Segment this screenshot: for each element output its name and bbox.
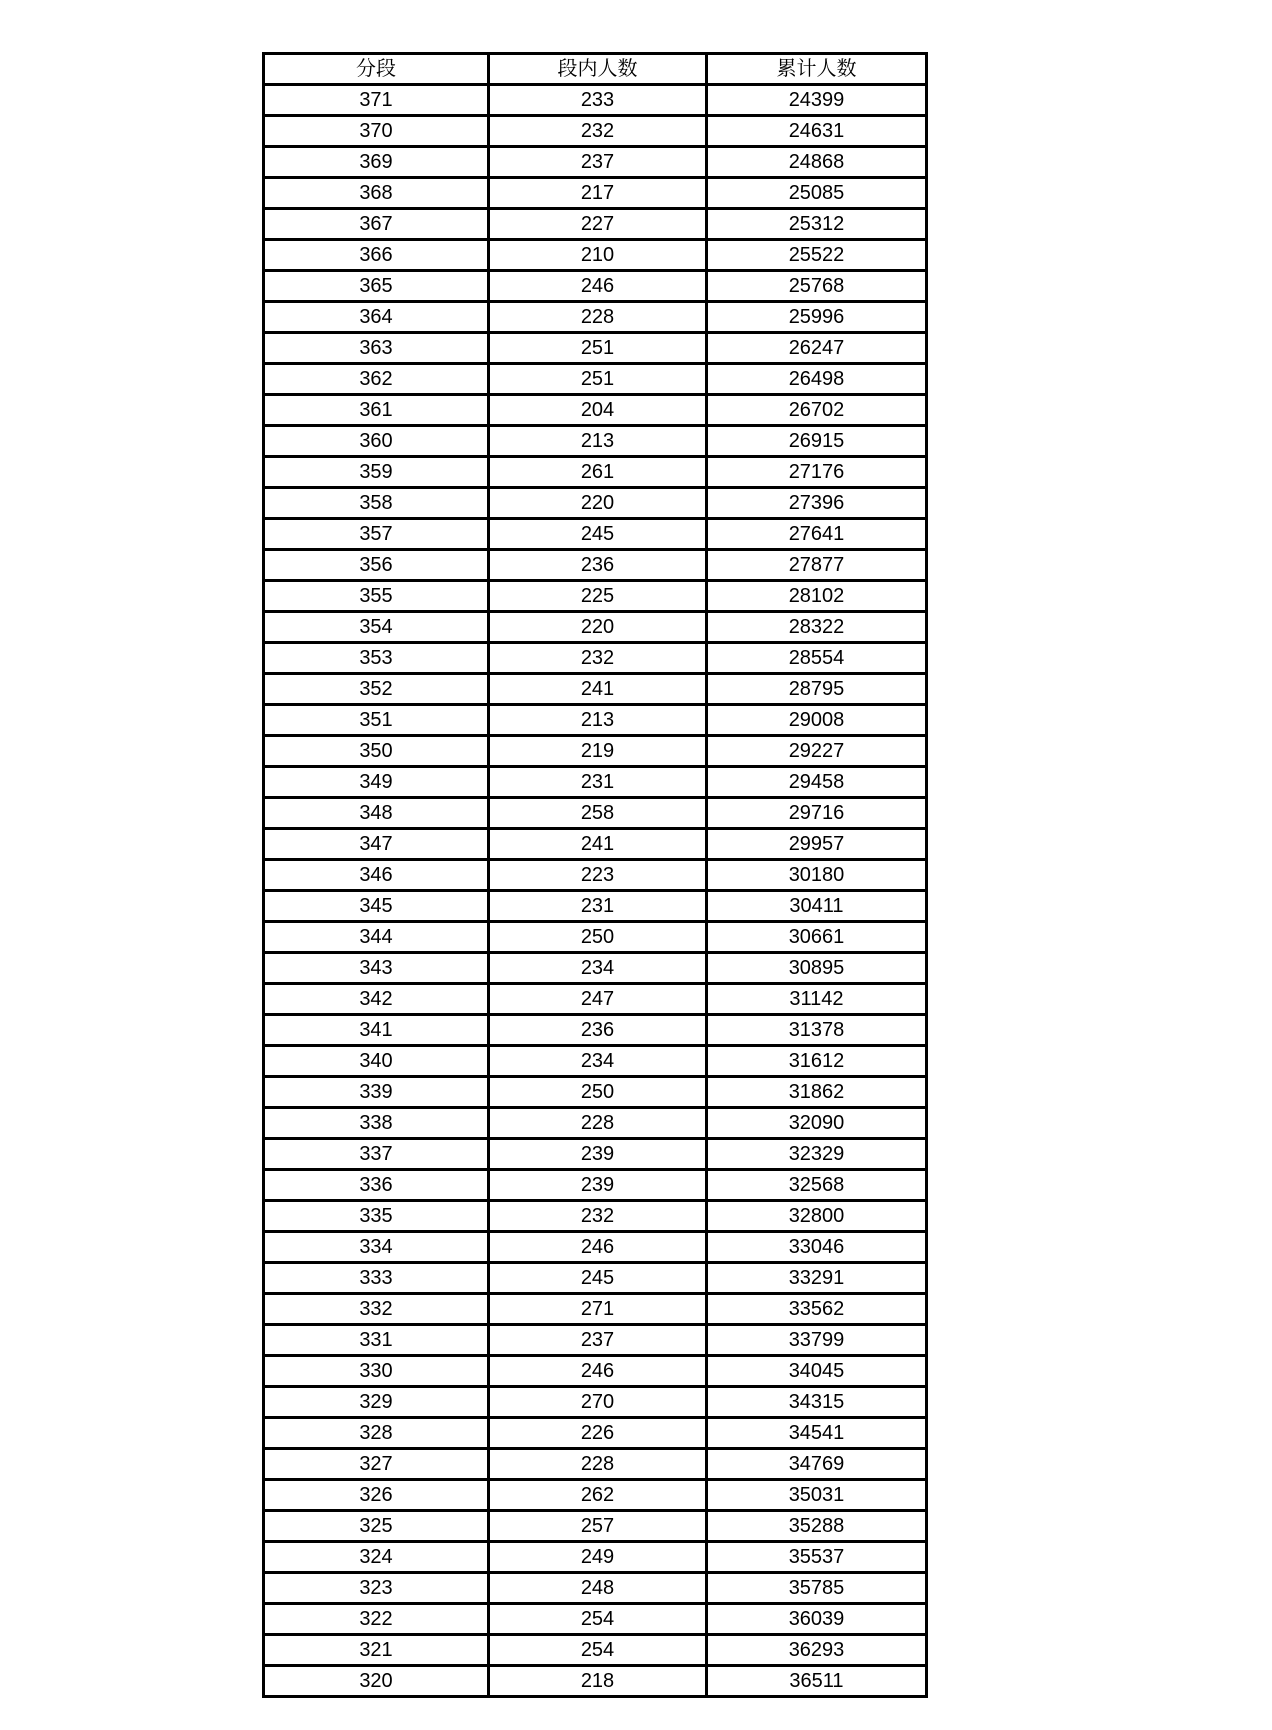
score-segment-cell: 355 [264, 581, 489, 612]
table-body [264, 85, 927, 1697]
score-segment-cell: 335 [264, 1201, 489, 1232]
table-row [264, 147, 927, 178]
segment-count-cell: 247 [489, 984, 707, 1015]
table-row [264, 860, 927, 891]
segment-count-cell: 251 [489, 333, 707, 364]
cumulative-count-cell: 24399 [707, 85, 927, 116]
score-segment-cell: 325 [264, 1511, 489, 1542]
cumulative-count-cell: 32090 [707, 1108, 927, 1139]
segment-count-cell: 245 [489, 1263, 707, 1294]
segment-count-cell: 204 [489, 395, 707, 426]
score-segment-cell: 349 [264, 767, 489, 798]
score-segment-cell: 351 [264, 705, 489, 736]
header-segment-count: 段内人数 [489, 54, 707, 85]
cumulative-count-cell: 29227 [707, 736, 927, 767]
score-segment-cell: 347 [264, 829, 489, 860]
segment-count-cell: 249 [489, 1542, 707, 1573]
table-row [264, 1666, 927, 1697]
table-row [264, 519, 927, 550]
segment-count-cell: 241 [489, 674, 707, 705]
score-segment-cell: 326 [264, 1480, 489, 1511]
score-segment-cell: 365 [264, 271, 489, 302]
cumulative-count-cell: 30661 [707, 922, 927, 953]
score-segment-cell: 324 [264, 1542, 489, 1573]
table-row [264, 798, 927, 829]
segment-count-cell: 213 [489, 426, 707, 457]
score-segment-cell: 358 [264, 488, 489, 519]
score-segment-cell: 331 [264, 1325, 489, 1356]
score-segment-cell: 369 [264, 147, 489, 178]
score-segment-cell: 370 [264, 116, 489, 147]
cumulative-count-cell: 24631 [707, 116, 927, 147]
cumulative-count-cell: 25312 [707, 209, 927, 240]
score-segment-cell: 367 [264, 209, 489, 240]
segment-count-cell: 210 [489, 240, 707, 271]
cumulative-count-cell: 32568 [707, 1170, 927, 1201]
segment-count-cell: 254 [489, 1604, 707, 1635]
segment-count-cell: 228 [489, 302, 707, 333]
segment-count-cell: 261 [489, 457, 707, 488]
segment-count-cell: 234 [489, 1046, 707, 1077]
table-row [264, 1201, 927, 1232]
cumulative-count-cell: 34315 [707, 1387, 927, 1418]
score-distribution-table [262, 52, 928, 1698]
cumulative-count-cell: 25522 [707, 240, 927, 271]
table-row [264, 333, 927, 364]
cumulative-count-cell: 26247 [707, 333, 927, 364]
segment-count-cell: 217 [489, 178, 707, 209]
cumulative-count-cell: 31142 [707, 984, 927, 1015]
table-row [264, 457, 927, 488]
score-segment-cell: 330 [264, 1356, 489, 1387]
score-segment-cell: 329 [264, 1387, 489, 1418]
table-row [264, 1604, 927, 1635]
table-row [264, 1046, 927, 1077]
table-row [264, 1170, 927, 1201]
table-row [264, 953, 927, 984]
cumulative-count-cell: 35031 [707, 1480, 927, 1511]
table-row [264, 674, 927, 705]
segment-count-cell: 228 [489, 1108, 707, 1139]
segment-count-cell: 270 [489, 1387, 707, 1418]
cumulative-count-cell: 27641 [707, 519, 927, 550]
score-segment-cell: 322 [264, 1604, 489, 1635]
header-row [264, 54, 927, 85]
segment-count-cell: 271 [489, 1294, 707, 1325]
cumulative-count-cell: 35288 [707, 1511, 927, 1542]
score-segment-cell: 345 [264, 891, 489, 922]
cumulative-count-cell: 28795 [707, 674, 927, 705]
table-row [264, 1263, 927, 1294]
cumulative-count-cell: 34541 [707, 1418, 927, 1449]
segment-count-cell: 237 [489, 1325, 707, 1356]
score-segment-cell: 343 [264, 953, 489, 984]
cumulative-count-cell: 32800 [707, 1201, 927, 1232]
table-row [264, 1015, 927, 1046]
segment-count-cell: 236 [489, 550, 707, 581]
table-row [264, 1511, 927, 1542]
cumulative-count-cell: 29008 [707, 705, 927, 736]
segment-count-cell: 232 [489, 116, 707, 147]
segment-count-cell: 232 [489, 1201, 707, 1232]
cumulative-count-cell: 29458 [707, 767, 927, 798]
score-segment-cell: 356 [264, 550, 489, 581]
segment-count-cell: 232 [489, 643, 707, 674]
table-row [264, 488, 927, 519]
score-segment-cell: 359 [264, 457, 489, 488]
table-row [264, 705, 927, 736]
cumulative-count-cell: 30180 [707, 860, 927, 891]
table-row [264, 1480, 927, 1511]
score-segment-cell: 341 [264, 1015, 489, 1046]
cumulative-count-cell: 29957 [707, 829, 927, 860]
cumulative-count-cell: 34769 [707, 1449, 927, 1480]
cumulative-count-cell: 33046 [707, 1232, 927, 1263]
segment-count-cell: 251 [489, 364, 707, 395]
cumulative-count-cell: 24868 [707, 147, 927, 178]
score-segment-cell: 346 [264, 860, 489, 891]
segment-count-cell: 223 [489, 860, 707, 891]
score-segment-cell: 321 [264, 1635, 489, 1666]
segment-count-cell: 218 [489, 1666, 707, 1697]
segment-count-cell: 225 [489, 581, 707, 612]
table-row [264, 178, 927, 209]
segment-count-cell: 234 [489, 953, 707, 984]
cumulative-count-cell: 27396 [707, 488, 927, 519]
cumulative-count-cell: 25085 [707, 178, 927, 209]
table-row [264, 302, 927, 333]
segment-count-cell: 258 [489, 798, 707, 829]
score-segment-cell: 342 [264, 984, 489, 1015]
table-row [264, 1542, 927, 1573]
score-segment-cell: 333 [264, 1263, 489, 1294]
table-row [264, 1294, 927, 1325]
score-segment-cell: 336 [264, 1170, 489, 1201]
score-segment-cell: 334 [264, 1232, 489, 1263]
cumulative-count-cell: 27877 [707, 550, 927, 581]
table-row [264, 271, 927, 302]
cumulative-count-cell: 28102 [707, 581, 927, 612]
table-row [264, 550, 927, 581]
cumulative-count-cell: 36511 [707, 1666, 927, 1697]
score-segment-cell: 327 [264, 1449, 489, 1480]
cumulative-count-cell: 25996 [707, 302, 927, 333]
cumulative-count-cell: 26915 [707, 426, 927, 457]
segment-count-cell: 220 [489, 488, 707, 519]
cumulative-count-cell: 31612 [707, 1046, 927, 1077]
cumulative-count-cell: 36039 [707, 1604, 927, 1635]
table-row [264, 736, 927, 767]
score-segment-cell: 328 [264, 1418, 489, 1449]
table-row [264, 643, 927, 674]
segment-count-cell: 237 [489, 147, 707, 178]
table-row [264, 85, 927, 116]
segment-count-cell: 233 [489, 85, 707, 116]
segment-count-cell: 239 [489, 1139, 707, 1170]
table-row [264, 1108, 927, 1139]
cumulative-count-cell: 35785 [707, 1573, 927, 1604]
table-row [264, 581, 927, 612]
table-row [264, 1635, 927, 1666]
score-segment-cell: 340 [264, 1046, 489, 1077]
table-row [264, 984, 927, 1015]
score-segment-cell: 338 [264, 1108, 489, 1139]
table-row [264, 829, 927, 860]
table-row [264, 922, 927, 953]
cumulative-count-cell: 32329 [707, 1139, 927, 1170]
cumulative-count-cell: 28322 [707, 612, 927, 643]
score-segment-cell: 348 [264, 798, 489, 829]
table-row [264, 395, 927, 426]
table-row [264, 891, 927, 922]
score-segment-cell: 363 [264, 333, 489, 364]
segment-count-cell: 257 [489, 1511, 707, 1542]
table-row [264, 1325, 927, 1356]
score-segment-cell: 360 [264, 426, 489, 457]
table-header [264, 54, 927, 85]
segment-count-cell: 236 [489, 1015, 707, 1046]
score-segment-cell: 323 [264, 1573, 489, 1604]
segment-count-cell: 228 [489, 1449, 707, 1480]
table-row [264, 1449, 927, 1480]
score-segment-cell: 352 [264, 674, 489, 705]
table-row [264, 1418, 927, 1449]
cumulative-count-cell: 27176 [707, 457, 927, 488]
score-segment-cell: 320 [264, 1666, 489, 1697]
score-segment-cell: 361 [264, 395, 489, 426]
score-segment-cell: 332 [264, 1294, 489, 1325]
segment-count-cell: 231 [489, 891, 707, 922]
segment-count-cell: 213 [489, 705, 707, 736]
segment-count-cell: 246 [489, 1232, 707, 1263]
table-row [264, 1232, 927, 1263]
table-row [264, 1387, 927, 1418]
segment-count-cell: 245 [489, 519, 707, 550]
score-segment-cell: 354 [264, 612, 489, 643]
segment-count-cell: 246 [489, 1356, 707, 1387]
cumulative-count-cell: 31862 [707, 1077, 927, 1108]
cumulative-count-cell: 33799 [707, 1325, 927, 1356]
cumulative-count-cell: 28554 [707, 643, 927, 674]
table-row [264, 209, 927, 240]
segment-count-cell: 226 [489, 1418, 707, 1449]
segment-count-cell: 250 [489, 922, 707, 953]
table-row [264, 1077, 927, 1108]
score-segment-cell: 371 [264, 85, 489, 116]
table-row [264, 767, 927, 798]
header-cumulative-count: 累计人数 [707, 54, 927, 85]
cumulative-count-cell: 26702 [707, 395, 927, 426]
segment-count-cell: 254 [489, 1635, 707, 1666]
score-segment-cell: 362 [264, 364, 489, 395]
cumulative-count-cell: 36293 [707, 1635, 927, 1666]
cumulative-count-cell: 29716 [707, 798, 927, 829]
cumulative-count-cell: 26498 [707, 364, 927, 395]
score-segment-cell: 350 [264, 736, 489, 767]
segment-count-cell: 219 [489, 736, 707, 767]
header-score-segment: 分段 [264, 54, 489, 85]
segment-count-cell: 220 [489, 612, 707, 643]
cumulative-count-cell: 34045 [707, 1356, 927, 1387]
cumulative-count-cell: 30411 [707, 891, 927, 922]
score-segment-cell: 344 [264, 922, 489, 953]
score-segment-cell: 337 [264, 1139, 489, 1170]
segment-count-cell: 250 [489, 1077, 707, 1108]
score-segment-cell: 364 [264, 302, 489, 333]
table-row [264, 426, 927, 457]
segment-count-cell: 239 [489, 1170, 707, 1201]
table-row [264, 1356, 927, 1387]
table-row [264, 1573, 927, 1604]
cumulative-count-cell: 31378 [707, 1015, 927, 1046]
table-row [264, 116, 927, 147]
segment-count-cell: 241 [489, 829, 707, 860]
score-segment-cell: 357 [264, 519, 489, 550]
cumulative-count-cell: 33562 [707, 1294, 927, 1325]
score-segment-cell: 368 [264, 178, 489, 209]
score-segment-cell: 366 [264, 240, 489, 271]
table-row [264, 612, 927, 643]
table-row [264, 364, 927, 395]
cumulative-count-cell: 25768 [707, 271, 927, 302]
table-row [264, 240, 927, 271]
cumulative-count-cell: 33291 [707, 1263, 927, 1294]
score-segment-cell: 353 [264, 643, 489, 674]
cumulative-count-cell: 30895 [707, 953, 927, 984]
score-segment-cell: 339 [264, 1077, 489, 1108]
cumulative-count-cell: 35537 [707, 1542, 927, 1573]
table-row [264, 1139, 927, 1170]
segment-count-cell: 227 [489, 209, 707, 240]
segment-count-cell: 231 [489, 767, 707, 798]
segment-count-cell: 246 [489, 271, 707, 302]
segment-count-cell: 262 [489, 1480, 707, 1511]
segment-count-cell: 248 [489, 1573, 707, 1604]
